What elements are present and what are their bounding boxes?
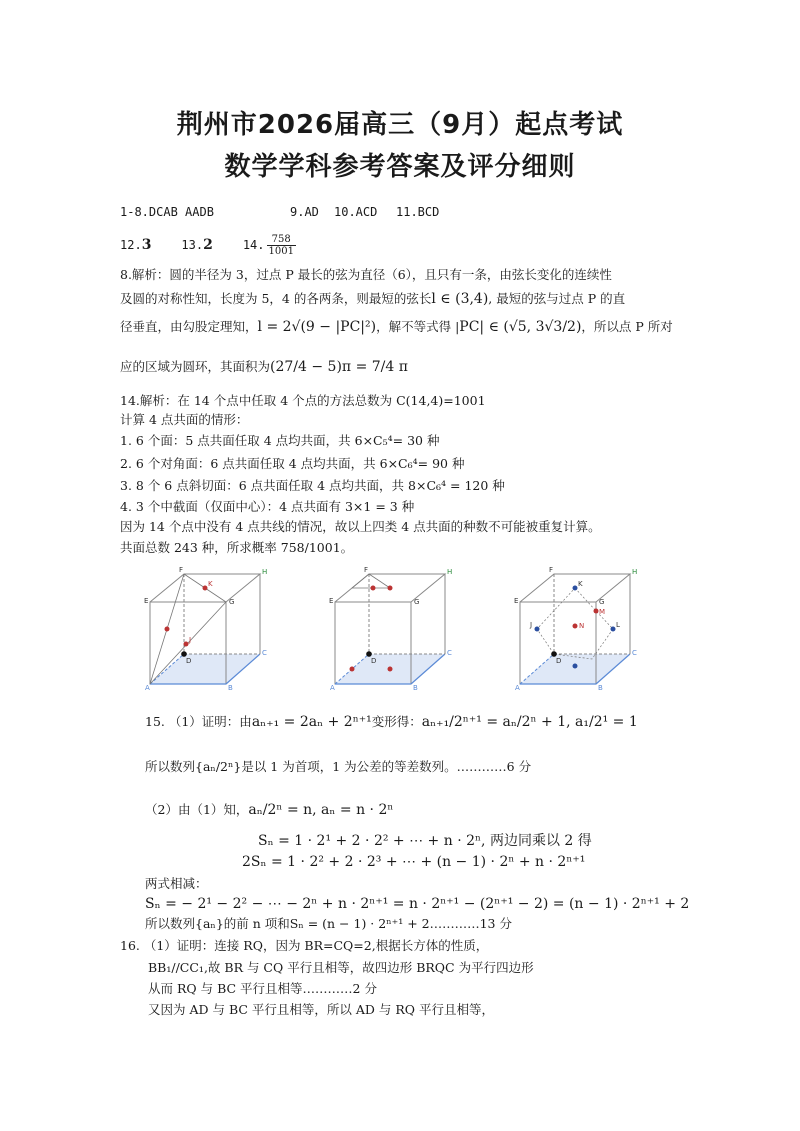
answer-13-label: 13.: [181, 238, 204, 252]
svg-text:H: H: [632, 568, 638, 576]
svg-text:M: M: [599, 608, 606, 616]
svg-text:F: F: [549, 566, 554, 574]
svg-text:H: H: [447, 568, 453, 576]
svg-text:A: A: [330, 684, 335, 692]
q14-line: 共面总数 243 种，所求概率 758/1001。: [120, 540, 354, 555]
svg-text:G: G: [599, 598, 605, 606]
svg-text:A: A: [515, 684, 520, 692]
q14-line: 因为 14 个点中没有 4 点共线的情况，故以上四类 4 点共面的种数不可能被重复计算。: [120, 519, 601, 534]
svg-text:N: N: [579, 622, 585, 630]
svg-text:F: F: [364, 566, 369, 574]
q15-part2-line: （2）由（1）知，aₙ/2ⁿ = n, aₙ = n · 2ⁿ: [145, 802, 394, 818]
svg-text:J: J: [189, 636, 192, 644]
q15-subtract-label: 两式相减：: [145, 876, 208, 891]
answer-9: 9.AD: [290, 205, 319, 219]
svg-text:J: J: [530, 621, 533, 629]
q16-line: BB₁//CC₁,故 BR 与 CQ 平行且相等，故四边形 BRQC 为平行四边形: [148, 960, 534, 975]
q15-double-sum-line: 2Sₙ = 1 · 2² + 2 · 2³ + ⋯ + (n − 1) · 2ⁿ + n · 2ⁿ⁺¹: [242, 854, 586, 870]
answers-12-14-row: [120, 234, 298, 257]
svg-text:H: H: [262, 568, 268, 576]
q15-final-answer: 所以数列{aₙ}的前 n 项和Sₙ = (n − 1) · 2ⁿ⁺¹ + 2…………13 分: [145, 916, 512, 931]
svg-text:B: B: [413, 684, 418, 692]
answers-1-8: 1-8.DCAB AADB: [120, 205, 214, 219]
q14-line: 1. 6 个面：5 点共面任取 4 点均共面，共 6×C₅⁴= 30 种: [120, 433, 440, 448]
q8-line-1: 8.解析：圆的半径为 3，过点 P 最长的弦为直径（6），且只有一条，由弦长变化的连续性: [120, 267, 612, 282]
cube-figure-2: [329, 566, 452, 692]
q14-line: 计算 4 点共面的情形：: [120, 412, 249, 427]
q15-part1-conclusion: 所以数列{aₙ/2ⁿ}是以 1 为首项，1 为公差的等差数列。…………6 分: [145, 759, 532, 774]
q16-line: 16. （1）证明：连接 RQ，因为 BR=CQ=2,根据长方体的性质，: [120, 938, 489, 953]
svg-text:L: L: [616, 621, 620, 629]
q16-line: 从而 RQ 与 BC 平行且相等…………2 分: [148, 981, 377, 996]
q15-sum-line: Sₙ = 1 · 2¹ + 2 · 2² + ⋯ + n · 2ⁿ, 两边同乘以 2 得: [258, 833, 592, 849]
svg-text:A: A: [145, 684, 150, 692]
answer-14-fraction: $\frac{758}{1001}$: [268, 234, 294, 257]
q8-line-2: 及圆的对称性知，长度为 5，4 的各两条，则最短的弦长l ∈ (3,4), 最短的弦与过点 P 的直: [120, 291, 626, 307]
svg-text:C: C: [447, 649, 452, 657]
q14-line: 2. 6 个对角面：6 点共面任取 4 点均共面，共 6×C₆⁴= 90 种: [120, 456, 465, 471]
cube-figures: [130, 566, 650, 696]
q8-line-4: 应的区域为圆环，其面积为(27/4 − 5)π = 7/4 π: [120, 359, 408, 375]
q14-line: 4. 3 个中截面（仅面中心）：4 点共面有 3×1 = 3 种: [120, 499, 415, 514]
svg-text:K: K: [208, 580, 213, 588]
svg-text:B: B: [598, 684, 603, 692]
svg-text:C: C: [632, 649, 637, 657]
answer-12-label: 12.: [120, 238, 142, 252]
answer-14-label: 14.: [242, 238, 265, 252]
q8-line-3: 径垂直，由勾股定理知，l = 2√(9 − |PC|²)，解不等式得 |PC| ∈ (√5, 3√3/2)，所以点 P 所对: [120, 319, 673, 335]
svg-text:E: E: [329, 597, 334, 605]
q14-line: 14.解析：在 14 个点中任取 4 个点的方法总数为 C(14,4)=1001: [120, 393, 486, 408]
answer-11: 11.BCD: [396, 205, 440, 219]
exam-title: 荆州市2026届高三（9月）起点考试: [176, 110, 624, 140]
answer-10: 10.ACD: [334, 205, 378, 219]
svg-text:E: E: [514, 597, 519, 605]
exam-subtitle: 数学学科参考答案及评分细则: [224, 152, 576, 182]
svg-text:F: F: [179, 566, 184, 574]
q15-part1-line: 15. （1）证明：由aₙ₊₁ = 2aₙ + 2ⁿ⁺¹变形得：aₙ₊₁/2ⁿ⁺¹ = aₙ/2ⁿ + 1, a₁/2¹ = 1: [145, 714, 638, 730]
svg-text:D: D: [186, 657, 192, 665]
q15-subtract-result: Sₙ = − 2¹ − 2² − ⋯ − 2ⁿ + n · 2ⁿ⁺¹ = n · 2ⁿ⁺¹ − (2ⁿ⁺¹ − 2) = (n − 1) · 2ⁿ⁺¹ + 2: [145, 896, 690, 912]
svg-text:C: C: [262, 649, 267, 657]
cube-figure-3: [514, 566, 637, 692]
answer-12: 3: [141, 237, 152, 253]
svg-text:D: D: [371, 657, 377, 665]
svg-text:G: G: [229, 598, 235, 606]
cube-figure-1: [144, 566, 267, 692]
svg-text:E: E: [144, 597, 149, 605]
svg-text:D: D: [556, 657, 562, 665]
svg-text:K: K: [578, 580, 583, 588]
svg-text:B: B: [228, 684, 233, 692]
q14-line: 3. 8 个 6 点斜切面：6 点共面任取 4 点均共面，共 8×C₆⁴ = 120 种: [120, 478, 505, 493]
svg-text:G: G: [414, 598, 420, 606]
q16-line: 又因为 AD 与 BC 平行且相等，所以 AD 与 RQ 平行且相等，: [148, 1002, 495, 1017]
answer-13: 2: [203, 237, 213, 253]
